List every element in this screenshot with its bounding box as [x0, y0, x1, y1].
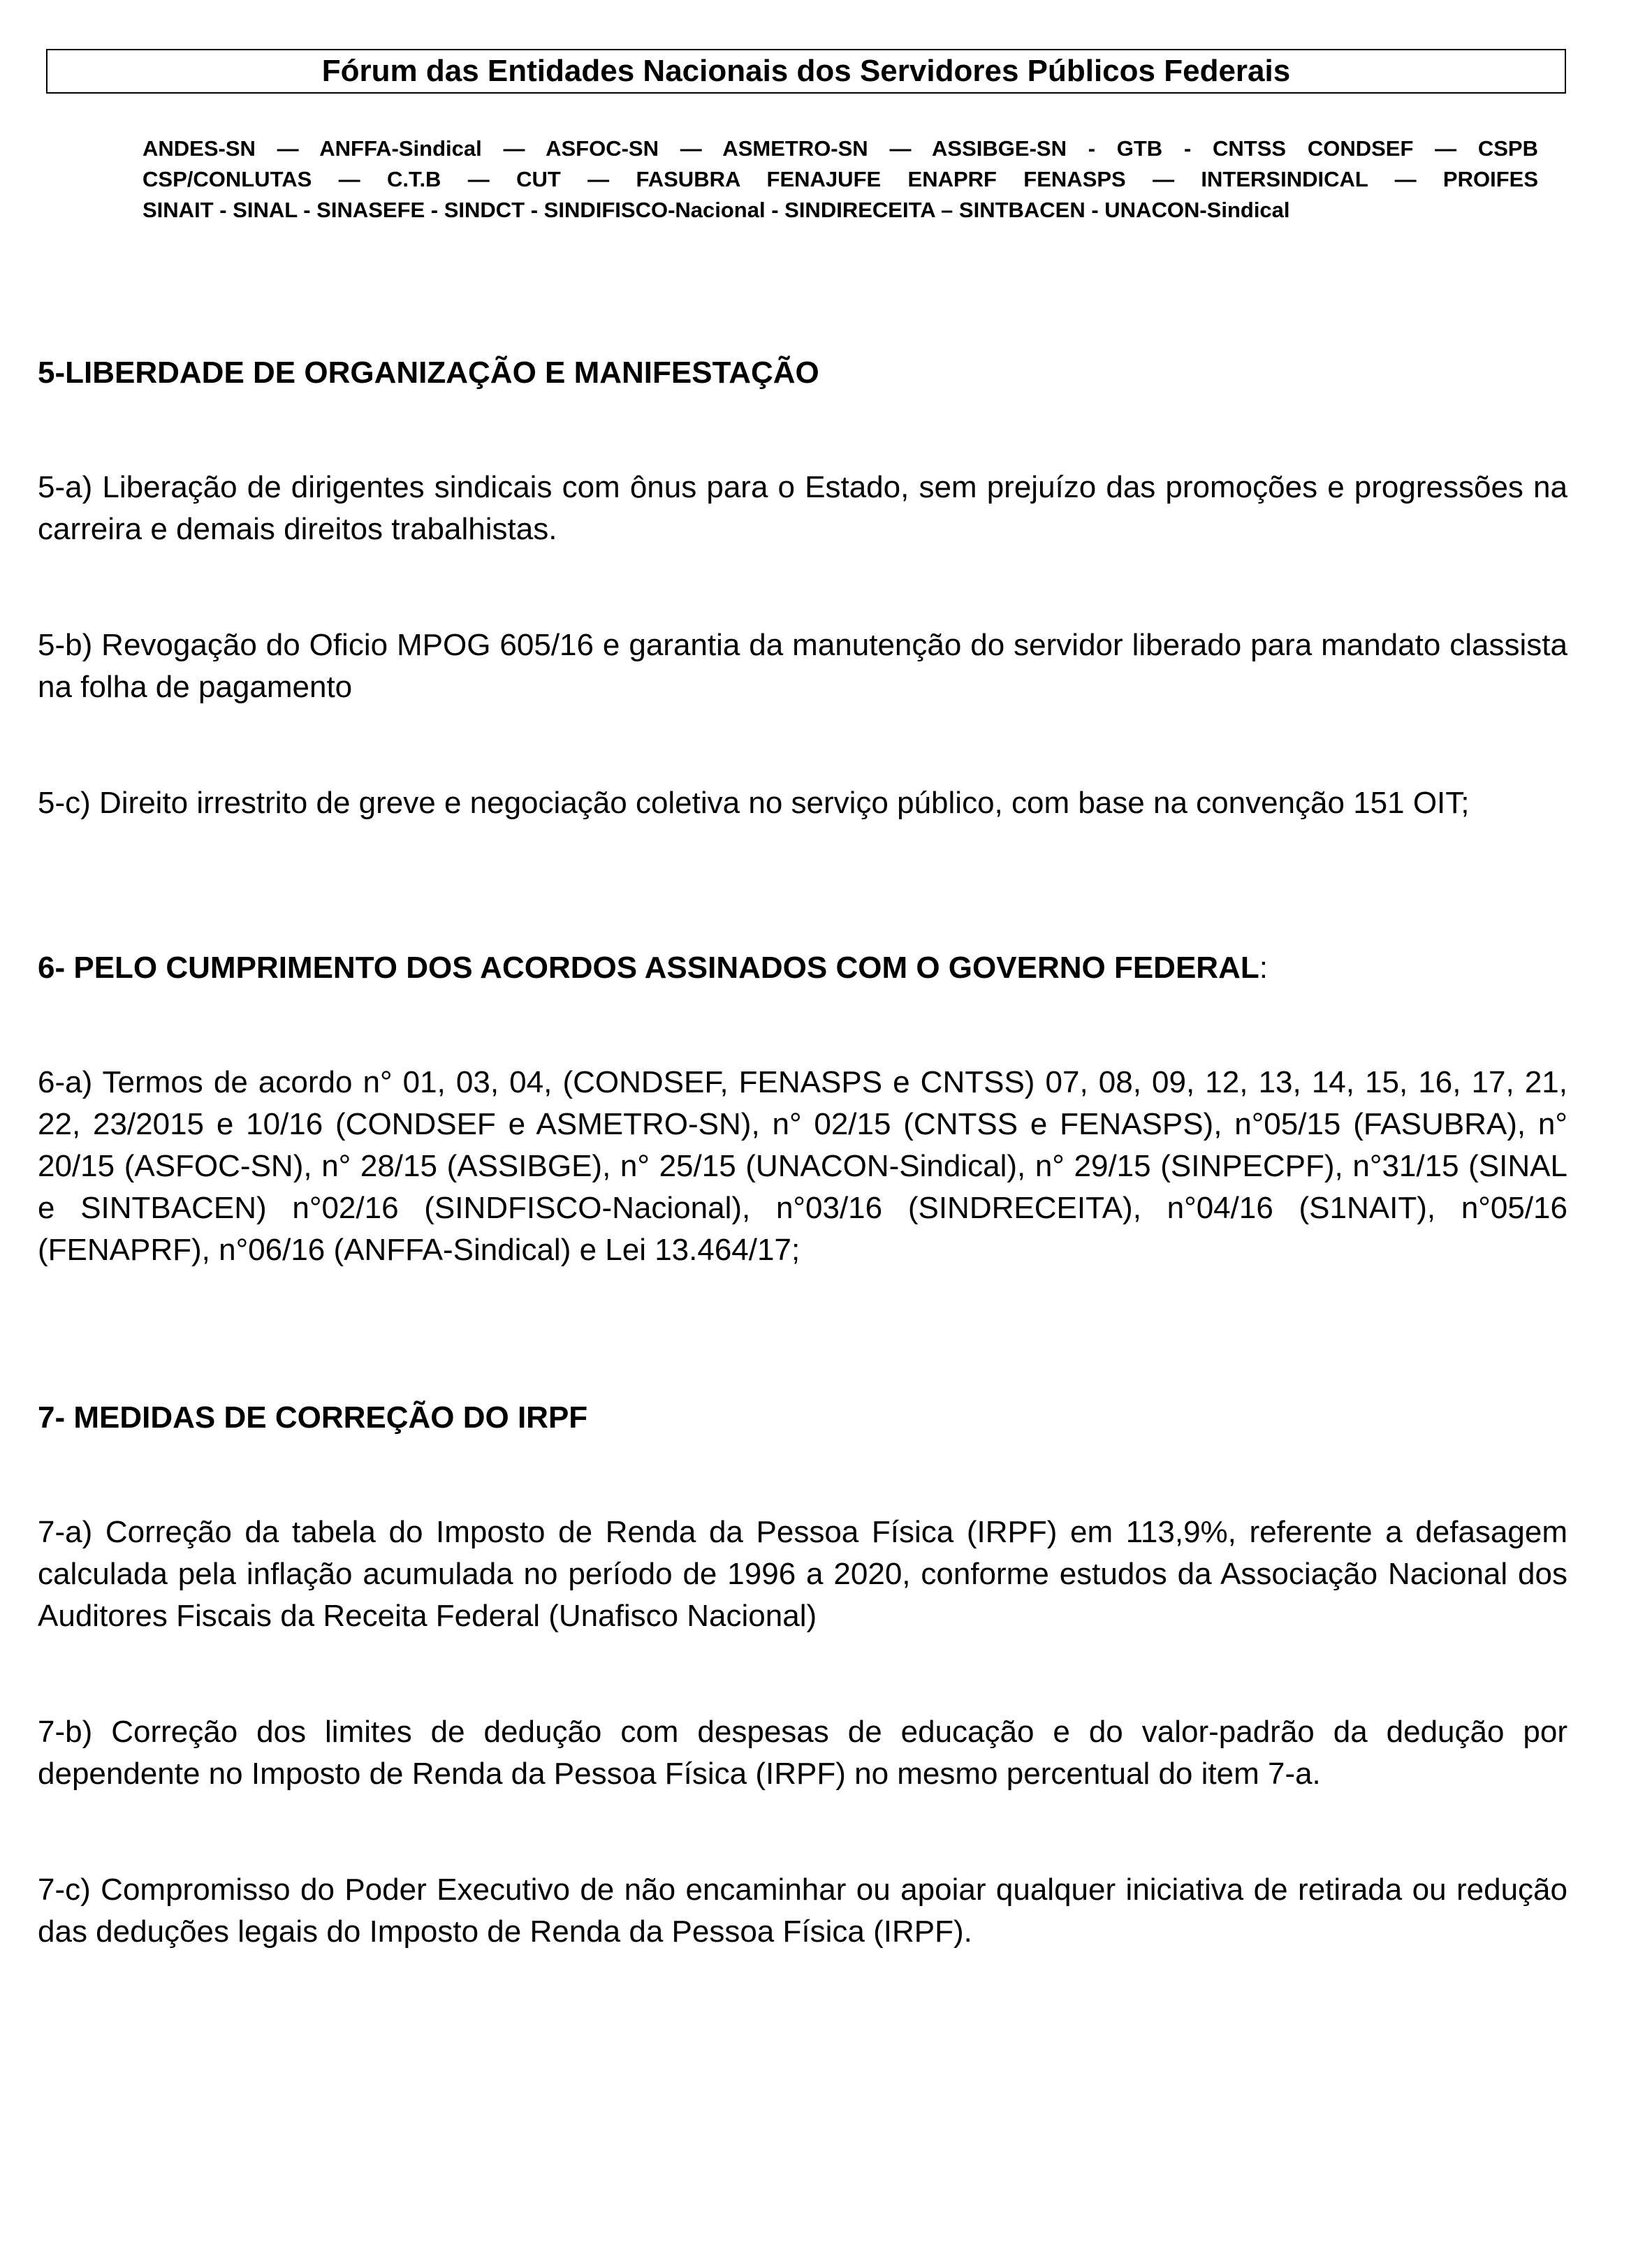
section-5-heading [38, 352, 1567, 394]
entities-line-2: CSP/CONLUTAS — C.T.B — CUT — FASUBRA FENAJUFE ENAPRF FENASPS — INTERSINDICAL — PROIFES [142, 167, 1538, 191]
section-5-heading-text: 5-LIBERDADE DE ORGANIZAÇÃO E MANIFESTAÇÃO [38, 356, 819, 390]
header-title: Fórum das Entidades Nacionais dos Servidores Públicos Federais [321, 54, 1291, 88]
item-5c: 5-c) Direito irrestrito de greve e negociação coletiva no serviço público, com base na convenção 151 OIT; [38, 786, 1470, 820]
member-entities-list [142, 133, 1538, 226]
item-7c: 7-c) Compromisso do Poder Executivo de não encaminhar ou apoiar qualquer iniciativa de retirada ou redução das deduções legais do Imposto de Renda da Pessoa Física (IRPF). [38, 1873, 1567, 1949]
section-7-heading-text: 7- MEDIDAS DE CORREÇÃO DO IRPF [38, 1400, 588, 1435]
entities-line-3: SINAIT - SINAL - SINASEFE - SINDCT - SINDIFISCO-Nacional - SINDIRECEITA – SINTBACEN - UNACON-Sindical [142, 198, 1290, 222]
document-body [38, 342, 1567, 1953]
item-5b: 5-b) Revogação do Oficio MPOG 605/16 e garantia da manutenção do servidor liberado para mandato classista na folha de pagamento [38, 628, 1567, 704]
header-box [46, 49, 1566, 94]
section-6-heading-text: 6- PELO CUMPRIMENTO DOS ACORDOS ASSINADOS COM O GOVERNO FEDERAL [38, 951, 1259, 985]
item-7b: 7-b) Correção dos limites de dedução com despesas de educação e do valor-padrão da dedução por dependente no Imposto de Renda da Pessoa Física (IRPF) no mesmo percentual do item 7-a. [38, 1715, 1567, 1791]
item-7a: 7-a) Correção da tabela do Imposto de Renda da Pessoa Física (IRPF) em 113,9%, referente a defasagem calculada pela inflação acumulada no período de 1996 a 2020, conforme estudos da Associação Nacional dos Auditores Fiscais da Receita Federal (Unafisco Nacional) [38, 1515, 1567, 1633]
item-6a: 6-a) Termos de acordo n° 01, 03, 04, (CONDSEF, FENASPS e CNTSS) 07, 08, 09, 12, 13, 14, 15, 16, 17, 21, 22, 23/2015 e 10/16 (CONDSEF e ASMETRO-SN), n° 02/15 (CNTSS e FENASPS), n°05/15 (FASUBRA), n° 20/15 (ASFOC-SN), n° 28/15 (ASSIBGE), n° 25/15 (UNACON-Sindical), n° 29/15 (SINPECPF), n°31/15 (SINAL e SINTBACEN) n°02/16 (SINDFISCO-Nacional), n°03/16 (SINDRECEITA), n°04/16 (S1NAIT), n°05/16 (FENAPRF), n°06/16 (ANFFA-Sindical) e Lei 13.464/17; [38, 1065, 1567, 1267]
entities-line-1: ANDES-SN — ANFFA-Sindical — ASFOC-SN — ASMETRO-SN — ASSIBGE-SN - GTB - CNTSS CONDSEF — CSPB [142, 136, 1538, 161]
section-6-heading [38, 947, 1567, 989]
section-7-heading [38, 1397, 1567, 1439]
section-6-heading-tail: : [1259, 951, 1268, 985]
item-5a: 5-a) Liberação de dirigentes sindicais com ônus para o Estado, sem prejuízo das promoções e progressões na carreira e demais direitos trabalhistas. [38, 470, 1567, 546]
